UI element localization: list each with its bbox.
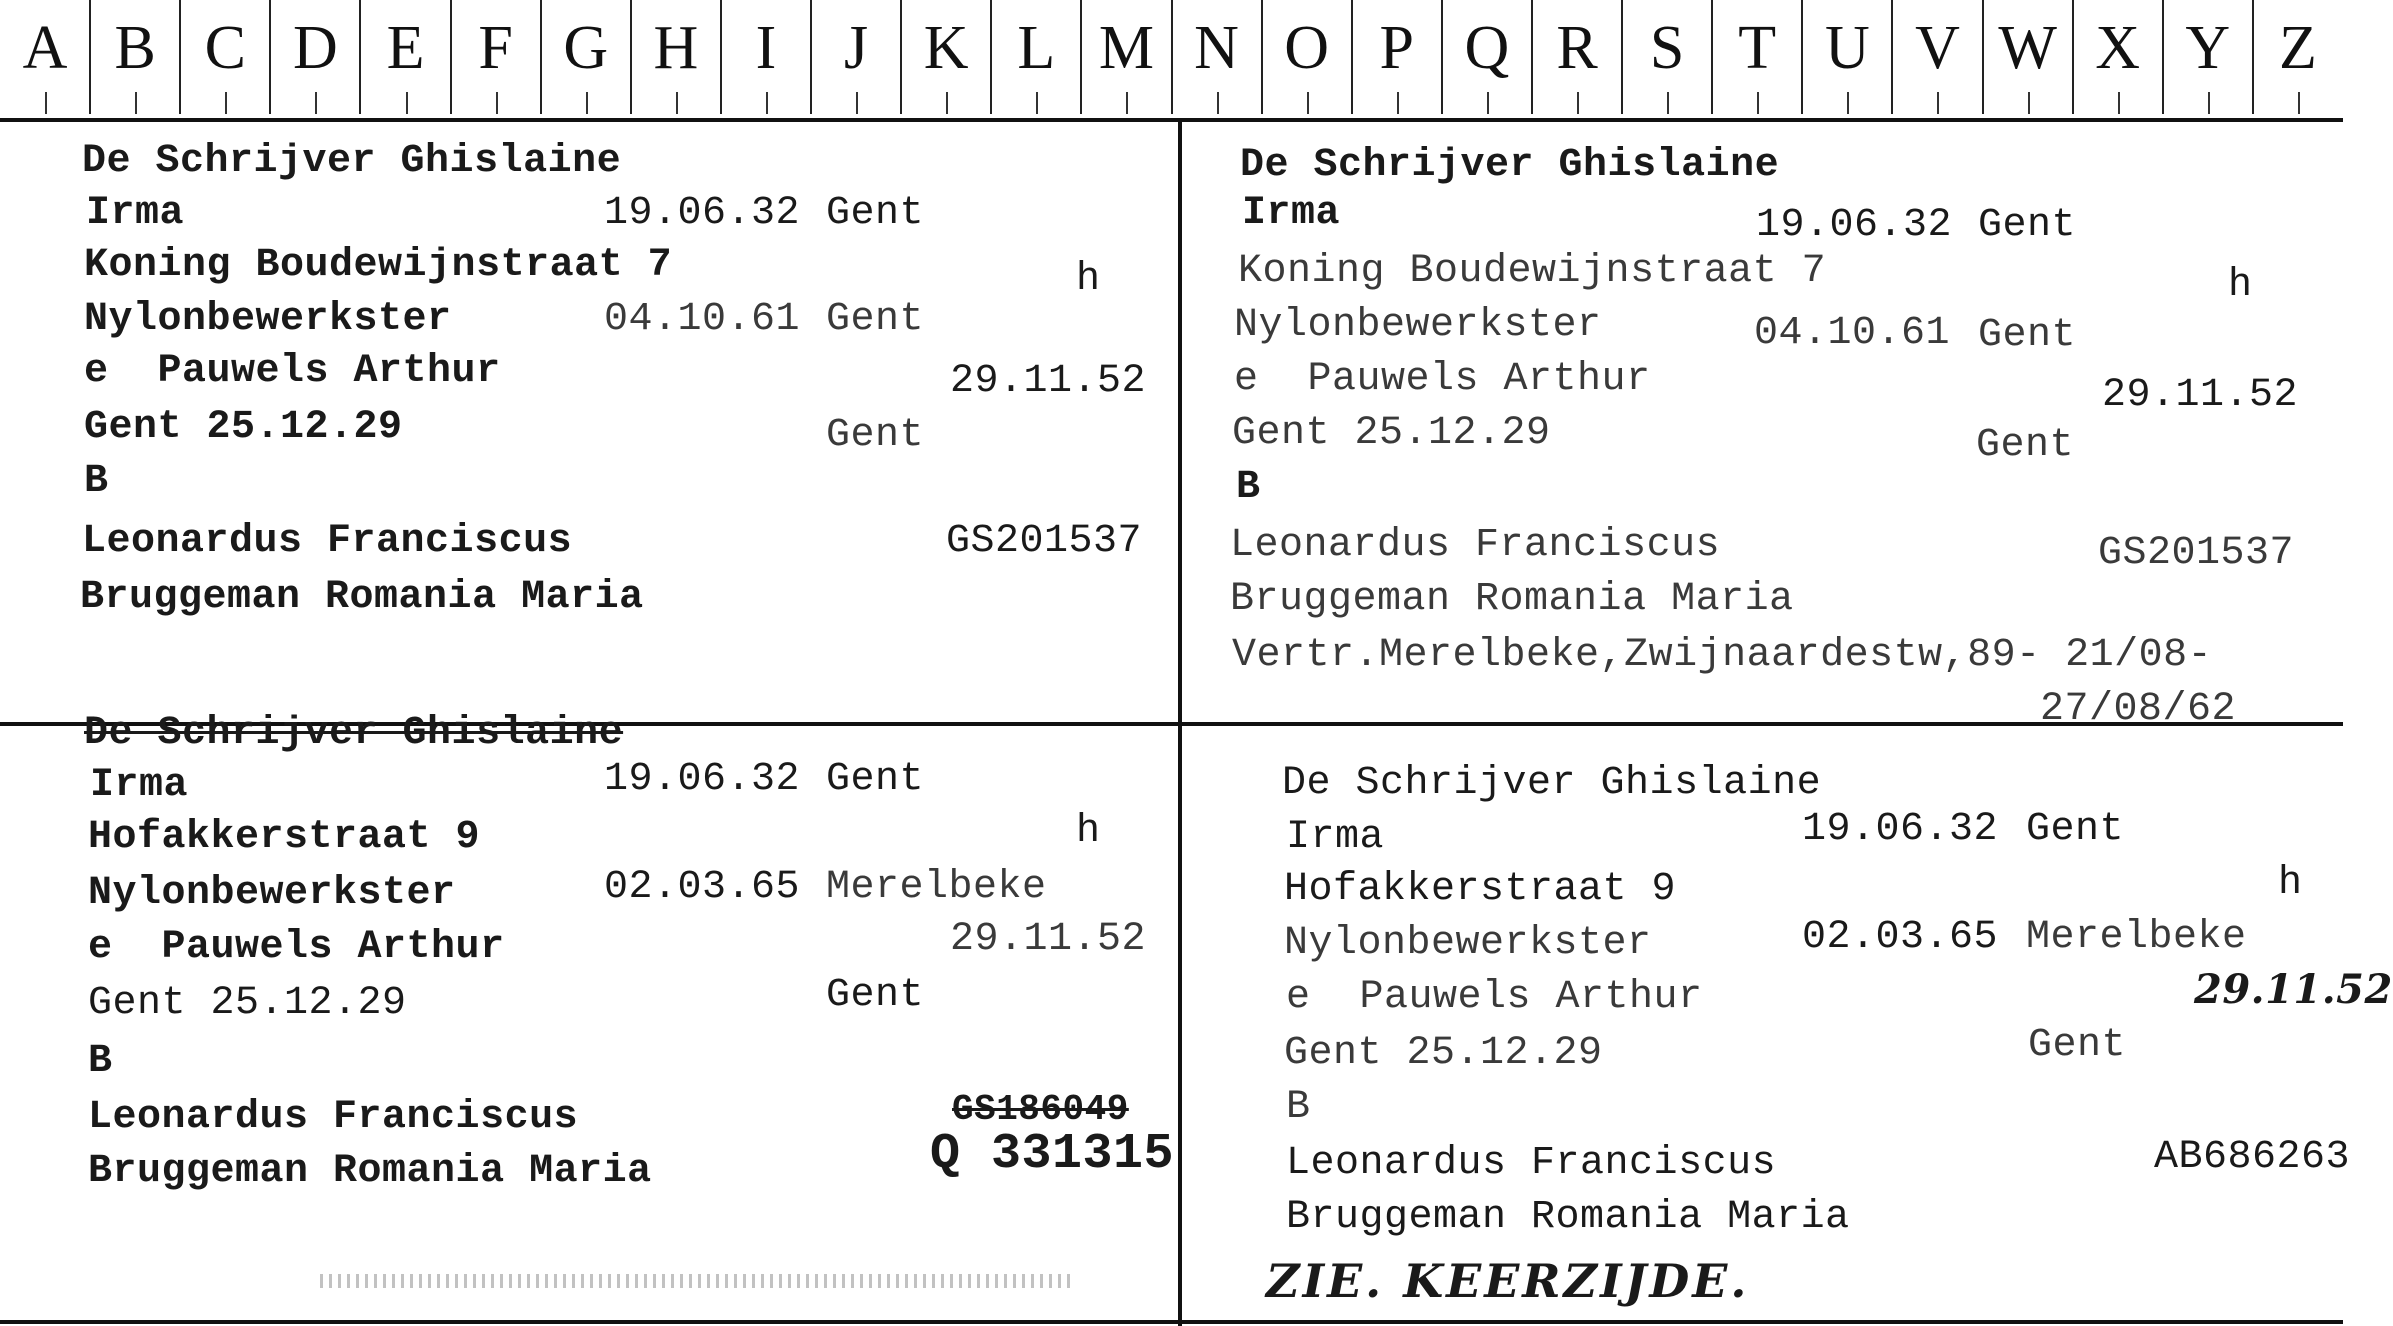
alphabet-letter-b: B — [114, 14, 156, 82]
record-card-bottom-left — [0, 702, 1176, 1320]
alphabet-letter-c: C — [204, 14, 246, 82]
bottom-border — [0, 1320, 2343, 1324]
alphabet-tick — [406, 92, 408, 114]
alphabet-divider — [269, 0, 271, 114]
alphabet-divider — [900, 0, 902, 114]
card-name: De Schrijver Ghislaine — [1282, 761, 1822, 806]
alphabet-letter-s: S — [1649, 14, 1685, 82]
card-id-number: GS201537 — [2098, 531, 2295, 576]
alphabet-letter-r: R — [1556, 14, 1598, 82]
card-marriage-place: Gent — [1976, 423, 2075, 468]
alphabet-tick — [225, 92, 227, 114]
alphabet-tick — [2118, 92, 2120, 114]
alphabet-letter-i: I — [755, 14, 777, 82]
card-address: Koning Boudewijnstraat 7 — [1238, 249, 1827, 294]
alphabet-divider — [1621, 0, 1623, 114]
alphabet-letter-g: G — [563, 14, 609, 82]
alphabet-letter-n: N — [1194, 14, 1239, 82]
alphabet-divider — [2162, 0, 2164, 114]
card-spouse-birth: Gent 25.12.29 — [84, 405, 403, 450]
card-nationality: B — [1236, 465, 1261, 510]
alphabet-letter-o: O — [1284, 14, 1330, 82]
record-card-top-right — [1182, 122, 2343, 732]
card-spouse: e Pauwels Arthur — [88, 925, 505, 970]
card-address: Hofakkerstraat 9 — [1284, 867, 1677, 912]
alphabet-tick — [1036, 92, 1038, 114]
alphabet-divider — [359, 0, 361, 114]
card-nationality: B — [84, 459, 109, 504]
alphabet-tick — [135, 92, 137, 114]
card-registration-place: Merelbeke — [2026, 915, 2247, 960]
alphabet-divider — [1801, 0, 1803, 114]
alphabet-divider — [810, 0, 812, 114]
alphabet-tick — [1217, 92, 1219, 114]
card-mother: Bruggeman Romania Maria — [88, 1149, 652, 1194]
card-registration-place: Gent — [1978, 313, 2077, 358]
card-departure-note-date: 27/08/62 — [2040, 687, 2237, 732]
card-sex: h — [2278, 861, 2303, 906]
card-sex: h — [2228, 263, 2253, 308]
alphabet-divider — [1982, 0, 1984, 114]
card-nationality: B — [1286, 1085, 1311, 1130]
alphabet-tick — [856, 92, 858, 114]
alphabet-letter-e: E — [386, 14, 425, 82]
alphabet-divider — [89, 0, 91, 114]
alphabet-letter-p: P — [1379, 14, 1415, 82]
card-birth-place: Gent — [826, 191, 925, 236]
card-marriage-date: 29.11.52 — [950, 917, 1147, 962]
card-registration-date: 04.10.61 — [604, 297, 801, 342]
alphabet-letter-l: L — [1017, 14, 1056, 82]
card-first-name: Irma — [1286, 815, 1385, 860]
card-birth-place: Gent — [1978, 203, 2077, 248]
card-marriage-place: Gent — [826, 413, 925, 458]
card-registration-date: 02.03.65 — [1802, 915, 1999, 960]
alphabet-divider — [720, 0, 722, 114]
alphabet-divider — [990, 0, 992, 114]
alphabet-divider — [1080, 0, 1082, 114]
card-departure-note: Vertr.Merelbeke,Zwijnaardestw,89- 21/08- — [1232, 633, 2213, 678]
card-name: De Schrijver Ghislaine — [82, 139, 622, 184]
alphabet-tick — [946, 92, 948, 114]
card-mother: Bruggeman Romania Maria — [1230, 577, 1794, 622]
alphabet-tick — [1847, 92, 1849, 114]
alphabet-letter-m: M — [1098, 14, 1154, 82]
alphabet-letter-v: V — [1915, 14, 1960, 82]
card-birth-date: 19.06.32 — [1756, 203, 1953, 248]
alphabet-tick — [1667, 92, 1669, 114]
card-birth-date: 19.06.32 — [604, 191, 801, 236]
card-handwritten-note: ZIE. KEERZIJDE. — [1266, 1254, 1750, 1308]
card-marriage-place: Gent — [826, 973, 925, 1018]
alphabet-index-strip — [0, 0, 2343, 122]
record-card-bottom-right — [1182, 726, 2393, 1320]
card-old-id-number-struck: GS186049 — [952, 1089, 1129, 1130]
alphabet-letter-y: Y — [2185, 14, 2231, 82]
alphabet-divider — [630, 0, 632, 114]
card-registration-date: 04.10.61 — [1754, 311, 1951, 356]
alphabet-divider — [1531, 0, 1533, 114]
scan-noise — [320, 1274, 1070, 1288]
card-birth-place: Gent — [2026, 807, 2125, 852]
alphabet-divider — [1891, 0, 1893, 114]
card-marriage-date: 29.11.52 — [2102, 373, 2299, 418]
card-birth-place: Gent — [826, 757, 925, 802]
alphabet-letter-j: J — [844, 14, 869, 82]
alphabet-divider — [1351, 0, 1353, 114]
alphabet-letter-d: D — [293, 14, 338, 82]
card-name-struck: De Schrijver Ghislaine — [84, 711, 624, 756]
card-registration-place: Merelbeke — [826, 865, 1047, 910]
alphabet-tick — [1577, 92, 1579, 114]
card-mother: Bruggeman Romania Maria — [80, 575, 644, 620]
card-father: Leonardus Franciscus — [1286, 1141, 1777, 1186]
card-id-number: GS201537 — [946, 519, 1143, 564]
card-sex: h — [1076, 809, 1101, 854]
alphabet-tick — [2298, 92, 2300, 114]
alphabet-tick — [586, 92, 588, 114]
alphabet-tick — [1487, 92, 1489, 114]
alphabet-tick — [2028, 92, 2030, 114]
card-father: Leonardus Franciscus — [1230, 523, 1721, 568]
card-occupation: Nylonbewerkster — [88, 871, 456, 916]
card-marriage-place: Gent — [2028, 1023, 2127, 1068]
card-occupation: Nylonbewerkster — [1234, 303, 1602, 348]
card-birth-date: 19.06.32 — [604, 757, 801, 802]
alphabet-tick — [1307, 92, 1309, 114]
card-id-number: Q 331315 — [930, 1126, 1175, 1183]
alphabet-letter-k: K — [923, 14, 969, 82]
card-sex: h — [1076, 257, 1101, 302]
alphabet-letter-q: Q — [1464, 14, 1510, 82]
card-occupation: Nylonbewerkster — [84, 297, 452, 342]
card-birth-date: 19.06.32 — [1802, 807, 1999, 852]
card-mother: Bruggeman Romania Maria — [1286, 1195, 1850, 1240]
alphabet-divider — [450, 0, 452, 114]
record-card-top-left — [0, 122, 1176, 720]
alphabet-divider — [540, 0, 542, 114]
card-name: De Schrijver Ghislaine — [1240, 143, 1780, 188]
card-address: Hofakkerstraat 9 — [88, 815, 481, 860]
alphabet-tick — [2208, 92, 2210, 114]
alphabet-letter-z: Z — [2278, 14, 2317, 82]
alphabet-letter-h: H — [653, 14, 699, 82]
alphabet-tick — [315, 92, 317, 114]
alphabet-tick — [1397, 92, 1399, 114]
alphabet-tick — [676, 92, 678, 114]
alphabet-tick — [1126, 92, 1128, 114]
card-spouse-birth: Gent 25.12.29 — [1284, 1031, 1603, 1076]
alphabet-letter-u: U — [1824, 14, 1870, 82]
card-first-name: Irma — [86, 191, 185, 236]
alphabet-tick — [1937, 92, 1939, 114]
alphabet-tick — [45, 92, 47, 114]
card-spouse: e Pauwels Arthur — [84, 349, 501, 394]
alphabet-letter-w: W — [1998, 14, 2057, 82]
card-marriage-date-handwritten: 29.11.52 — [2194, 966, 2393, 1013]
alphabet-divider — [179, 0, 181, 114]
alphabet-divider — [2252, 0, 2254, 114]
card-father: Leonardus Franciscus — [82, 519, 573, 564]
alphabet-letter-x: X — [2095, 14, 2141, 82]
card-spouse: e Pauwels Arthur — [1234, 357, 1651, 402]
card-first-name: Irma — [1242, 191, 1341, 236]
card-father: Leonardus Franciscus — [88, 1095, 579, 1140]
card-registration-place: Gent — [826, 297, 925, 342]
alphabet-letter-f: F — [478, 14, 513, 82]
card-id-number: AB686263 — [2154, 1135, 2351, 1180]
alphabet-tick — [766, 92, 768, 114]
card-spouse: e Pauwels Arthur — [1286, 975, 1703, 1020]
alphabet-divider — [1441, 0, 1443, 114]
card-nationality: B — [88, 1039, 113, 1084]
alphabet-divider — [1711, 0, 1713, 114]
card-first-name: Irma — [90, 763, 189, 808]
card-address: Koning Boudewijnstraat 7 — [84, 243, 673, 288]
alphabet-divider — [2072, 0, 2074, 114]
card-spouse-birth: Gent 25.12.29 — [1232, 411, 1551, 456]
alphabet-letter-t: T — [1738, 14, 1777, 82]
alphabet-tick — [1757, 92, 1759, 114]
card-registration-date: 02.03.65 — [604, 865, 801, 910]
alphabet-divider — [1261, 0, 1263, 114]
card-spouse-birth: Gent 25.12.29 — [88, 981, 407, 1026]
alphabet-tick — [496, 92, 498, 114]
alphabet-divider — [1171, 0, 1173, 114]
card-marriage-date: 29.11.52 — [950, 359, 1147, 404]
card-occupation: Nylonbewerkster — [1284, 921, 1652, 966]
alphabet-letter-a: A — [22, 14, 68, 82]
